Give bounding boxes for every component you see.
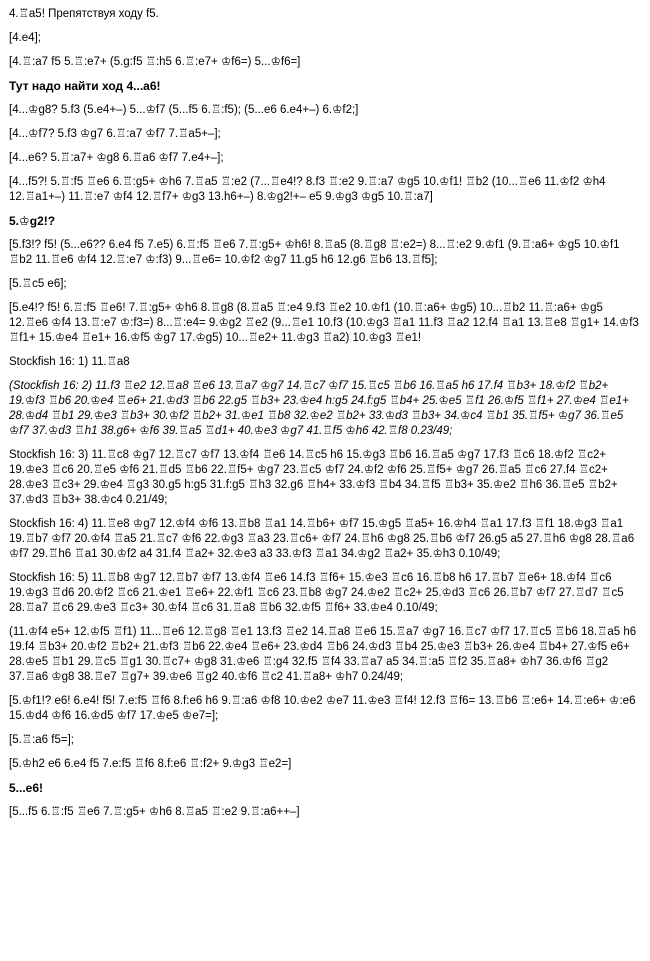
engine-line: (11.♔f4 e5+ 12.♔f5 ♖f1) 11...♖e6 12.♖g8 ♖e1 13.f3 ♖e2 14.♖a8 ♖e6 15.♖a7 ♔g7 16.♖c7 ♔f7 17.♖c5 ♖b6 18.♖a5 h6 19.f4 ♖b3+ 20.♔f2 ♖b2+ 21.♔f3 ♖b6 22.♔e4 ♖e6+ 23.♔d4 ♖b6 24.♔d3 ♖b4 25.♔e3 ♖b3+ 26.♔e4 ♖b4+ 27.♔f5 e6+ 28.♔e5 ♖b1 29.♖c5 ♖g1 30.♖c7+ ♔g8 31.♔e6 ♖:g4 32.f5 ♖f4 33.♖a7 a5 34.♖:a5 ♖f2 35.♖a8+ ♔h7 36.♔f6 ♖g2 37.♖a6 ♔g8 38.♖e7 ♖g7+ 39.♔e6 ♖g2 40.♔f6 ♖c2 41.♖a8+ ♔h7 0.24/49; <box>9 626 637 683</box>
variation-line: [4.e4]; <box>9 32 41 44</box>
main-move-heading: 5...e6! <box>9 781 44 795</box>
engine-line: Stockfish 16: 3) 11.♖c8 ♔g7 12.♖c7 ♔f7 13.♔f4 ♖e6 14.♖c5 h6 15.♔g3 ♖b6 16.♖a5 ♔g7 17.f3 ♖c6 18.♔f2 ♖c2+ 19.♔e3 ♖c6 20.♖e5 ♔f6 21.♖d5 ♖b6 22.♖f5+ ♔g7 23.♖c5 ♔f7 24.♔f2 ♔f6 25.♖f5+ ♔g7 26.♖a5 ♖c6 27.f4 ♖c2+ 28.♔e3 ♖c3+ 29.♔e4 ♖g3 30.g5 h:g5 31.f:g5 ♖h3 32.g6 ♖h4+ 33.♔f3 ♖b4 34.♖f5 ♖b3+ 35.♔e2 ♖h6 36.♖e5 ♖b2+ 37.♔d3 ♖b3+ 38.♔c4 0.21/49; <box>9 449 618 506</box>
variation-line: [5.♔h2 e6 6.e4 f5 7.e:f5 ♖f6 8.f:e6 ♖:f2+ 9.♔g3 ♖e2=] <box>9 758 292 770</box>
variation-line: [4...f5?! 5.♖:f5 ♖e6 6.♖:g5+ ♔h6 7.♖a5 ♖:e2 (7...♖e4!? 8.f3 ♖:e2 9.♖:a7 ♔g5 10.♔f1! ♖b2 (10...♖e6 11.♔f2 ♔h4 12.♖a1+–) 11.♖:e7 ♔f4 12.♖f7+ ♔g3 13.h6+–) 8.♔g2!+– e5 9.♔g3 ♔g5 10.♖:a7] <box>9 176 606 203</box>
variation-line: [4...♔f7? 5.f3 ♔g7 6.♖:a7 ♔f7 7.♖a5+–]; <box>9 128 221 140</box>
variation-line: [5.f3!? f5! (5...e6?? 6.e4 f5 7.e5) 6.♖:f5 ♖e6 7.♖:g5+ ♔h6! 8.♖a5 (8.♖g8 ♖:e2=) 8...♖:e2 9.♔f1 (9.♖:a6+ ♔g5 10.♔f1 ♖b2 11.♖e6 ♔f4 12.♖:e7 ♔:f3) 9...♖e6= 10.♔f2 ♔g7 11.g5 h6 12.g6 ♖b6 13.♖f5]; <box>9 239 620 266</box>
engine-line: (Stockfish 16: 2) 11.f3 ♖e2 12.♖a8 ♖e6 13.♖a7 ♔g7 14.♖c7 ♔f7 15.♖c5 ♖b6 16.♖a5 h6 17.f4 ♖b3+ 18.♔f2 ♖b2+ 19.♔f3 ♖b6 20.♔e4 ♖e6+ 21.♔d3 ♖b6 22.g5 ♖b3+ 23.♔e4 h:g5 24.f:g5 ♖b4+ 25.♔e5 ♖f1 26.♔f5 ♖f1+ 27.♔e4 ♖e1+ 28.♔d4 ♖b1 29.♔e3 ♖b3+ 30.♔f2 ♖b2+ 31.♔e1 ♖b8 32.♔e2 ♖b2+ 33.♔d3 ♖b3+ 34.♔c4 ♖b1 35.♖f5+ ♔g7 36.♖e5 ♔f7 37.♔d3 ♖h1 38.g6+ ♔f6 39.♖a5 ♖d1+ 40.♔e3 ♔g7 41.♖f5 ♔h6 42.♖f8 0.23/49; <box>9 380 629 437</box>
variation-line: [4...e6? 5.♖:a7+ ♔g8 6.♖a6 ♔f7 7.e4+–]; <box>9 152 224 164</box>
variation-line: [5...f5 6.♖:f5 ♖e6 7.♖:g5+ ♔h6 8.♖a5 ♖:e2 9.♖:a6++–] <box>9 806 300 818</box>
variation-line: [4...♔g8? 5.f3 (5.e4+–) 5...♔f7 (5...f5 6.♖:f5); (5...e6 6.e4+–) 6.♔f2;] <box>9 104 359 116</box>
variation-line: [4.♖:a7 f5 5.♖:e7+ (5.g:f5 ♖:h5 6.♖:e7+ ♔f6=) 5...♔f6=] <box>9 56 301 68</box>
variation-line: [5.♔f1!? e6! 6.e4! f5! 7.e:f5 ♖f6 8.f:e6 h6 9.♖:a6 ♔f8 10.♔e2 ♔e7 11.♔e3 ♖f4! 12.f3 ♖f6= 13.♖b6 ♖:e6+ 14.♖:e6+ ♔:e6 15.♔d4 ♔f6 16.♔d5 ♔f7 17.♔e5 ♔e7=]; <box>9 695 636 722</box>
main-move-heading: 5.♔g2!? <box>9 214 56 228</box>
move-annotation: 4.♖a5! Препятствуя ходу f5. <box>9 8 159 20</box>
variation-line: [5.♖c5 e6]; <box>9 278 67 290</box>
engine-line: Stockfish 16: 5) 11.♖b8 ♔g7 12.♖b7 ♔f7 13.♔f4 ♖e6 14.f3 ♖f6+ 15.♔e3 ♖c6 16.♖b8 h6 17.♖b7 ♖e6+ 18.♔f4 ♖c6 19.♔g3 ♖d6 20.♔f2 ♖c6 21.♔e1 ♖e6+ 22.♔f1 ♖c6 23.♖b8 ♔g7 24.♔e2 ♖c2+ 25.♔d3 ♖c6 26.♖b7 ♔f7 27.♖d7 ♖c5 28.♖a7 ♖c6 29.♔e3 ♖c3+ 30.♔f4 ♖c6 31.♖a8 ♖b6 32.♔f5 ♖f6+ 33.♔e4 0.10/49; <box>9 572 624 614</box>
variation-line: [5.♖:a6 f5=]; <box>9 734 74 746</box>
variation-line: [5.e4!? f5! 6.♖:f5 ♖e6! 7.♖:g5+ ♔h6 8.♖g8 (8.♖a5 ♖:e4 9.f3 ♖e2 10.♔f1 (10.♖:a6+ ♔g5) 10...♖b2 11.♖:a6+ ♔g5 12.♖e6 ♔f4 13.♖:e7 ♔:f3=) 8...♖:e4= 9.♔g2 ♖e2 (9...♖e1 10.f3 (10.♔g3 ♖a1 11.f3 ♖a2 12.f4 ♖a1 13.♖e8 ♖g1+ 14.♔f3 ♖f1+ 15.♔e4 ♖e1+ 16.♔f5 ♔g7 17.♔g5) 10...♖e2+ 11.♔g3 ♖a2) 10.♔g3 ♖e1! <box>9 302 639 344</box>
section-heading: Тут надо найти ход 4...a6! <box>9 79 161 93</box>
engine-line: Stockfish 16: 4) 11.♖e8 ♔g7 12.♔f4 ♔f6 13.♖b8 ♖a1 14.♖b6+ ♔f7 15.♔g5 ♖a5+ 16.♔h4 ♖a1 17.f3 ♖f1 18.♔g3 ♖a1 19.♖b7 ♔f7 20.♔f4 ♖a5 21.♖c7 ♔f6 22.♔g3 ♖a3 23.♖c6+ ♔f7 24.♖h6 ♔g8 25.♖b6 ♔f7 26.g5 a5 27.♖h6 ♔g8 28.♖a6 ♔f7 29.♖h6 ♖a1 30.♔f2 a4 31.f4 ♖a2+ 32.♔e3 a3 33.♔f3 ♖a1 34.♔g2 ♖a2+ 35.♔h3 0.10/49; <box>9 518 635 560</box>
engine-line: Stockfish 16: 1) 11.♖a8 <box>9 356 130 368</box>
